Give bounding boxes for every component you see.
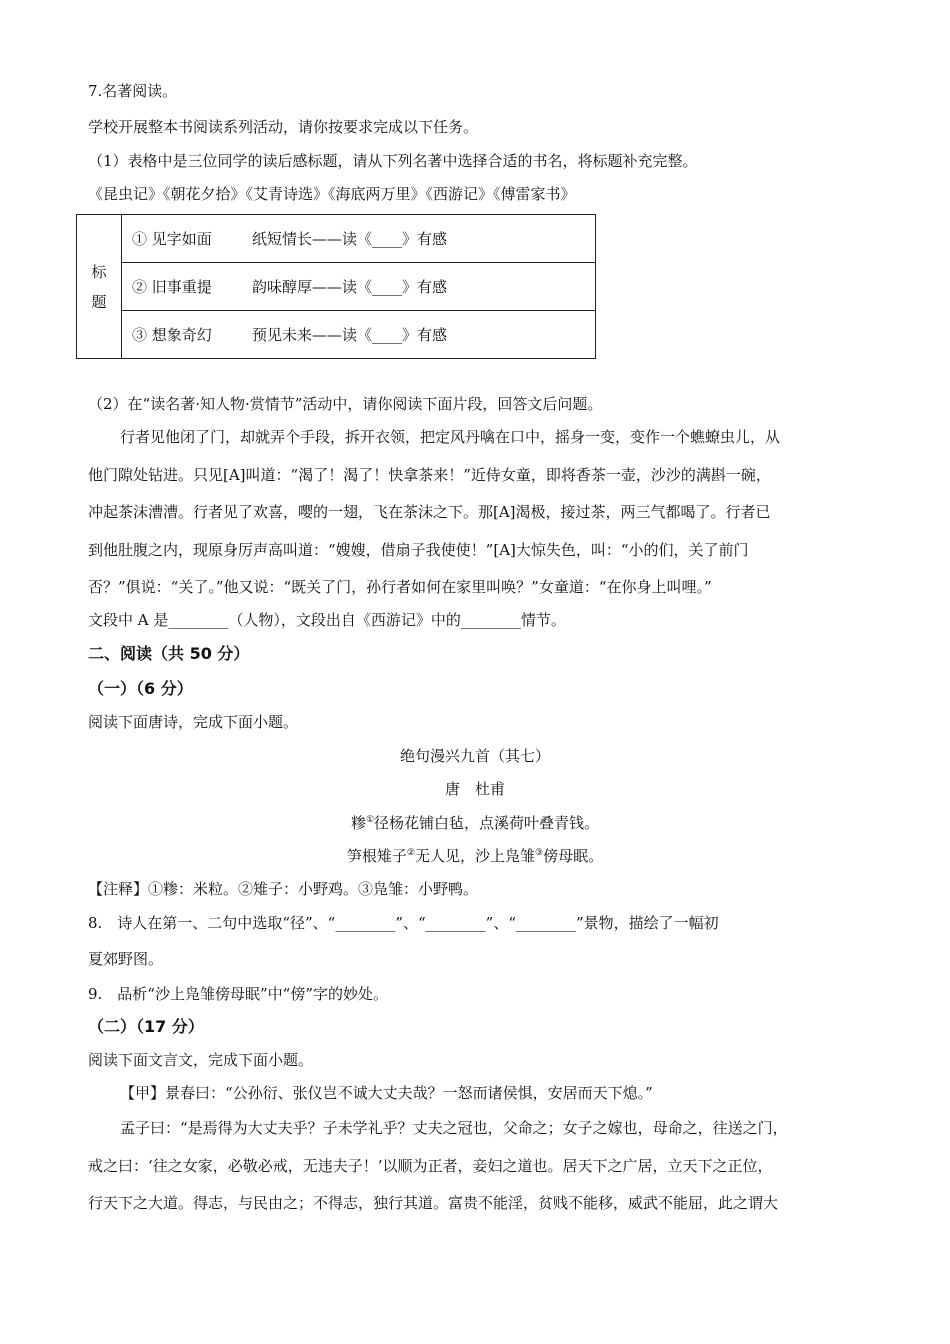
- classical-text-line: 行天下之大道。得志，与民由之；不得志，独行其道。富贵不能淫，贫贱不能移，威武不能屈，此之谓大: [88, 1194, 779, 1212]
- title-table: [76, 214, 596, 359]
- passage-line: 到他肚腹之内，现原身厉声高叫道：“嫂嫂，借扇子我使使！”[A]大惊失色，叫：“小的们，关了前门: [88, 541, 749, 559]
- poem-line-2-part: 笋根雉子: [346, 847, 407, 865]
- q7-question: 文段中 A 是________（人物），文段出自《西游记》中的________情节。: [88, 611, 566, 629]
- section2-title: 二、阅读（共 50 分）: [88, 644, 250, 663]
- classical-text-line: 【甲】景春曰：“公孙衍、张仪岂不诚大丈夫哉？一怒而诸侯惧，安居而天下熄。”: [120, 1084, 653, 1102]
- table-row: [122, 263, 596, 311]
- poem-author: 唐 杜甫: [444, 780, 505, 798]
- row-right: 纸短情长——读《____》有感: [252, 230, 448, 248]
- q9: 9. 品析“沙上凫雏傍母眠”中“傍”字的妙处。: [88, 985, 388, 1003]
- note-marker: ①: [365, 815, 375, 825]
- part2-instruction: 阅读下面文言文，完成下面小题。: [88, 1051, 314, 1069]
- table-row: [122, 311, 596, 359]
- poem-line-1-part: 糁: [350, 814, 366, 832]
- row-right: 预见未来——读《____》有感: [252, 326, 448, 344]
- q8-line-2: 夏郊野图。: [88, 950, 164, 968]
- poem-line-1-part: 径杨花铺白毡，点溪荷叶叠青钱。: [374, 814, 600, 832]
- q8-line-1: 8. 诗人在第一、二句中选取“径”、“________”、“________”、“________”景物，描绘了一幅初: [88, 914, 719, 932]
- poem-line-2: [0, 845, 950, 867]
- q7-title: 7.名著阅读。: [88, 82, 178, 100]
- passage-line: 他门隙处钻进。只见[A]叫道：“渴了！渴了！快拿茶来！”近侍女童，即将香茶一壶，沙沙的满斟一碗，: [88, 466, 771, 484]
- table-label-top: 标: [91, 262, 107, 281]
- poem-notes: 【注释】①糁：米粒。②雉子：小野鸡。③凫雏：小野鸭。: [88, 880, 479, 898]
- poem-line-2-part: 无人见，沙上凫雏: [414, 847, 535, 865]
- part1-instruction: 阅读下面唐诗，完成下面小题。: [88, 713, 299, 731]
- table-row: [122, 215, 596, 263]
- part1-title: （一）（6 分）: [88, 679, 193, 698]
- table-label: [77, 215, 122, 359]
- row-right: 韵味醇厚——读《____》有感: [252, 278, 448, 296]
- classical-text-line: 孟子曰：“是焉得为大丈夫乎？子未学礼乎？丈夫之冠也，父命之；女子之嫁也，母命之，往送之门，: [120, 1119, 788, 1137]
- q7-intro: 学校开展整本书阅读系列活动，请你按要求完成以下任务。: [88, 118, 479, 136]
- note-marker: ③: [535, 848, 544, 858]
- passage-line: 冲起茶沫漕漕。行者见了欢喜，嘤的一翅，飞在茶沫之下。那[A]渴极，接过茶，两三气都喝了。行者已: [88, 503, 771, 521]
- q7-task1: （1）表格中是三位同学的读后感标题，请从下列名著中选择合适的书名，将标题补充完整。: [88, 152, 698, 170]
- table-label-bottom: 题: [91, 292, 107, 311]
- row-left: ③ 想象奇幻: [132, 326, 212, 344]
- poem-title: 绝句漫兴九首（其七）: [399, 747, 550, 765]
- q7-book-list: 《昆虫记》《朝花夕拾》《艾青诗选》《海底两万里》《西游记》《傅雷家书》: [88, 185, 576, 203]
- poem-line-2-part: 傍母眠。: [543, 847, 604, 865]
- passage-line: 行者见他闭了门，却就弄个手段，拆开衣领，把定风丹噙在口中，摇身一变，变作一个蟭蟟虫儿，从: [120, 428, 781, 446]
- q7-task2: （2）在“读名著·知人物·赏情节”活动中，请你阅读下面片段，回答文后问题。: [88, 395, 603, 413]
- passage-line: 否？”俱说：“关了。”他又说：“既关了门，孙行者如何在家里叫唤？”女童道：“在你身上叫哩。”: [88, 578, 712, 596]
- row-left: ① 见字如面: [132, 230, 212, 248]
- classical-text-line: 戒之曰：‘往之女家，必敬必戒，无违夫子！’以顺为正者，妾妇之道也。居天下之广居，立天下之正位，: [88, 1157, 773, 1175]
- row-left: ② 旧事重提: [132, 278, 212, 296]
- poem-line-1: [0, 812, 950, 834]
- note-marker: ②: [406, 848, 415, 858]
- part2-title: （二）（17 分）: [88, 1017, 204, 1036]
